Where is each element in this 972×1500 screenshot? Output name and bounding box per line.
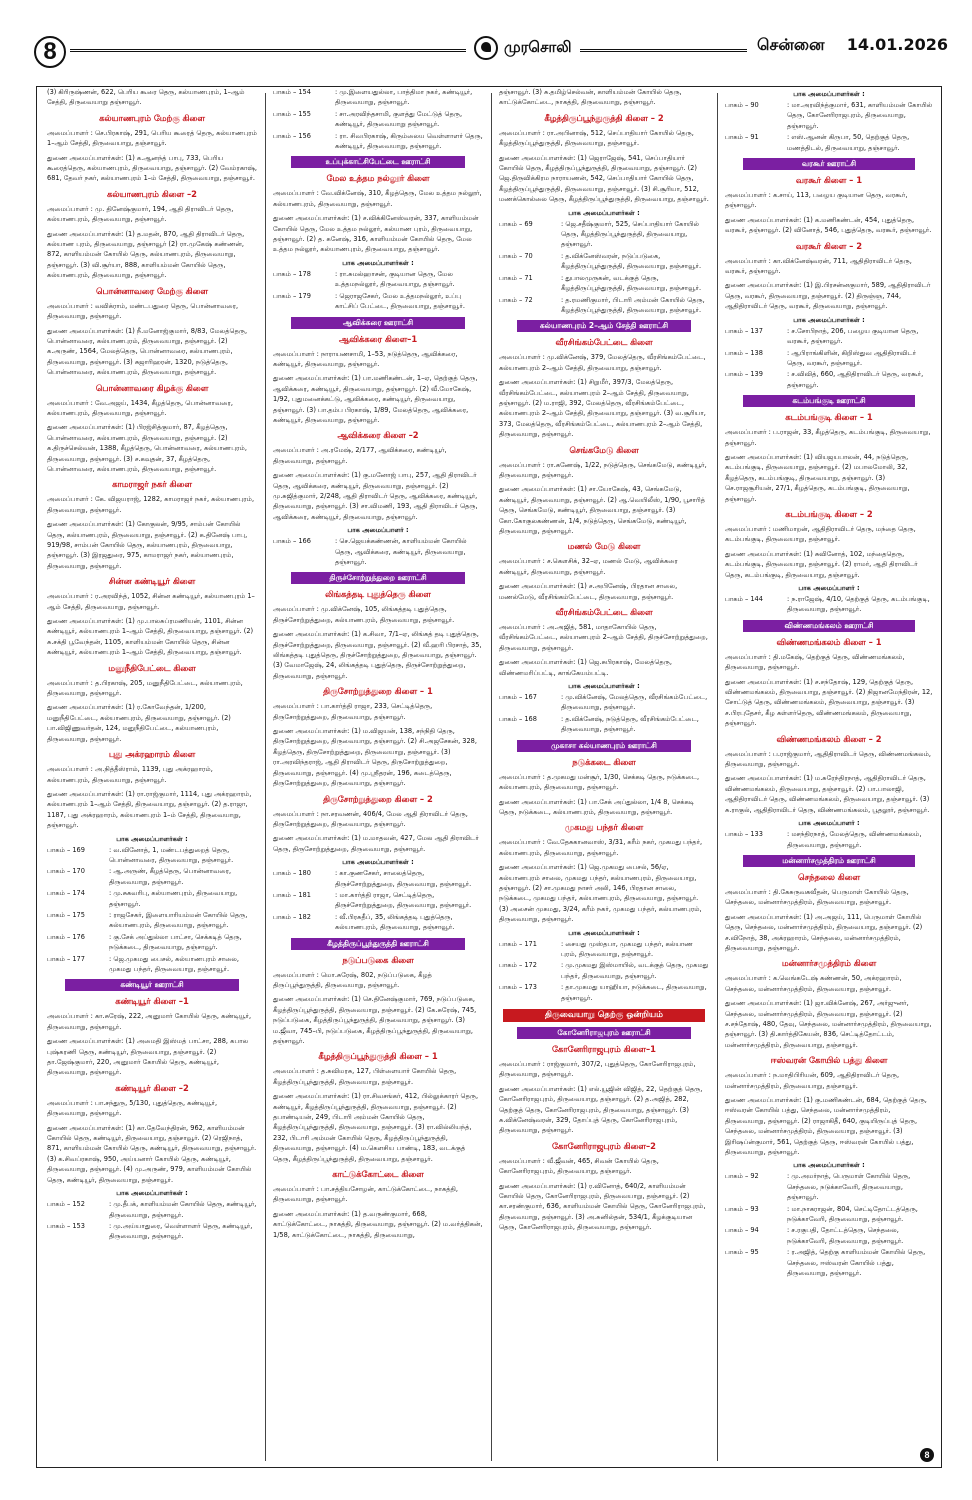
booth-organizer: : மு.முகமது இஸ்மாயில், வடக்குத் தெரு, முகமது பந்தர், திருவையாறு, தஞ்சாவூர்.	[561, 961, 709, 980]
booth-entry	[725, 594, 933, 615]
booth-organizer: : ச.சோபிநாத், 206, பழைய குடியான தெரு, வரகூர், தஞ்சாவூர்.	[787, 326, 919, 346]
booth-section-label: பாக அமைப்பாளர்கள் :	[342, 258, 414, 267]
booth-organizer: : மு.தீபக், காளியம்மன் கோயில் தெரு, கண்டியூர், திருவையாறு, தஞ்சாவூர்.	[109, 1200, 257, 1219]
booth-organizer: : மு.அமர்நாத், பெருமாள் கோயில் தெரு, செந்தலை, நடுக்காவேரி, திருவையாறு, தஞ்சாவூர்.	[787, 1172, 911, 1202]
newspaper-title: முரசொலி	[504, 38, 572, 56]
booth-number: பாகம் – 91	[725, 133, 759, 142]
booth-number: பாகம் – 71	[499, 273, 533, 282]
organizer-paragraph: அமைப்பாளர் : கா.விக்னேஷ்வரன், 711, ஆதிதிராவிடர் தெரு, வரகூர், தஞ்சாவூர்.	[725, 256, 912, 276]
booth-organizer: : மு.இளையதுல்லா, பாத்திமா நகர், கண்டியூர், திருவையாறு, தஞ்சாவூர்.	[335, 88, 473, 107]
booth-number: பாகம் – 139	[725, 370, 763, 379]
organizer-paragraph: துணை அமைப்பாளர்கள்: (1) க.சிவா, 7/1–ஏ, லிங்கத் தடி புதுத்தெரு, திருச்சோற்றுத்துறை, திருவையாறு, தஞ்சாவூர். (2) வீ.ஹரி பிரசாத், 35, லிங்கத்தடி புதுத்தெரு, திருச்சோற்றுத்துறை, திருவையாறு, தஞ்சாவூர். (3) வேமாஜேஷ், 24, லிங்கத்தடி புதுத்தெரு, திருச்சோற்றுத்துறை, திருவையாறு, தஞ்சாவூர்.	[273, 630, 482, 680]
organizer-paragraph: துணை அமைப்பாளர்கள்: (1) ச.அபினேஷ், பிரதான சாலை, மணல்மேடு, வீரசிங்கம்பேட்டை, திருவையாறு, தஞ்சாவூர்.	[499, 582, 678, 601]
panchayat-banner: வரகூர் ஊராட்சி	[743, 158, 915, 170]
organizer-paragraph: அமைப்பாளர் : த.முகமது மன்சூர், 1/30, செக்கடி தெரு, நடுக்கடை, கல்யாணபுரம், திருவையாறு, தஞ்சாவூர்.	[499, 772, 700, 792]
booth-entry	[273, 912, 483, 933]
organizer-paragraph: அமைப்பாளர் : செ.பிரகாஷ், 291, பெரிய கூரைத் தெரு, கல்யாணபுரம் 1–ஆம் சேத்தி, திருவையாறு, தஞ்சாவூர்.	[47, 128, 257, 148]
booth-organizer: : செ.ஜெயக்கண்ணன், காளியம்மன் கோயில் தெரு, ஆவிக்கரை, கண்டியூர், திருவையாறு, தஞ்சாவூர்.	[335, 537, 467, 566]
organizer-paragraph: துணை அமைப்பாளர்கள்: (1) செ.தினேஷ்குமார், 769, நடுப்படுகை, கீழத்திருப்பூந்துருத்தி, திருவையாறு, தஞ்சாவூர். (2) கே.சுரேஷ், 745, நடுப்படுகை, கீழத்திருப்பூந்துருத்தி, திருவையாறு, தஞ்சாவூர். (3) ம.ஜீவா, 745–பி, நடுப்படுகை, கீழத்திருப்பூந்துருத்தி, திருவையாறு, தஞ்சாவூர்.	[273, 995, 477, 1045]
branch-heading: முகமது பந்தர் கிளை	[564, 822, 644, 833]
booth-number: பாகம் – 70	[499, 251, 533, 260]
panchayat-banner: கடம்பங்குடி ஊராட்சி	[743, 395, 915, 407]
organizer-paragraph: துணை அமைப்பாளர்கள்: (1) க.மணிகண்டன், 454, புதுத்தெரு, வரகூர், தஞ்சாவூர். (2) வினோத், 546, புதுத்தெரு, வரகூர், தஞ்சாவூர்.	[725, 215, 932, 235]
booth-entry	[725, 132, 933, 153]
booth-number: பாகம் – 166	[273, 537, 311, 546]
organizer-paragraph: துணை அமைப்பாளர்கள்: (1) பா.மணிகண்டன், 1–ஏ, தெற்குத் தெரு, ஆவிக்கரை, கண்டியூர், திருவையாறு, தஞ்சாவூர். (2) வீ.மோகேஷ், 1/92, புதுமனைக்கட்டு, ஆவிக்கரை, கண்டியூர், திருவையாறு, தஞ்சாவூர். (3) பா.தம்ப பிரகாஷ், 1/89, மேலத்தெரு, ஆவிக்கரை, கண்டியூர், திருவையாறு, தஞ்சாவூர்.	[273, 374, 478, 424]
branch-heading: விண்ணமங்கலம் கிளை – 1	[776, 636, 882, 647]
booth-number: பாகம் – 138	[725, 348, 763, 357]
organizer-paragraph: அமைப்பாளர் : வவிக்ராம், மண்டபதுரை தெரு, பொன்னாவரை, திருவையாறு, தஞ்சாவூர்.	[47, 301, 239, 321]
organizer-paragraph: அமைப்பாளர் : மு. தினேஷ்குமார், 194, ஆதி திராவிடர் தெரு, கல்யாணபுரம், திருவையாறு, தஞ்சாவூர்.	[47, 204, 234, 224]
booth-entry	[725, 100, 933, 131]
page-content-frame	[36, 86, 942, 1468]
booth-entry	[499, 714, 709, 735]
booth-number: பாகம் – 92	[725, 1172, 759, 1181]
organizer-paragraph: அமைப்பாளர் : பா.கார்த்தி ராஜா, 233, செட்டித்தெரு, திருசோற்றுத்துறை, திருவையாறு, தஞ்சாவூர்.	[273, 702, 433, 721]
booth-organizer: : ரா. சிவபிரகாஷ், கிரும்லைய வெள்ளாளர் தெரு, கண்டியூர், திருவையாறு, தஞ்சாவூர்.	[335, 131, 483, 151]
branch-heading: கடம்பங்குடி கிளை – 1	[785, 412, 873, 423]
booth-entry	[499, 960, 709, 981]
organizer-paragraph: அமைப்பாளர் : த.சுவிமரசு, 127, பிள்ளையார் கோயில் தெரு, கீழத்திருப்பூந்துருத்தி, திருவையாறு, தஞ்சாவூர்.	[273, 1067, 457, 1086]
organizer-paragraph: அமைப்பாளர் : த.பிரகாஷ், 205, மனுநீதிபேட்டை, கல்யாணபுரம், திருவையாறு, தஞ்சாவூர்.	[47, 678, 243, 698]
booth-section-label: பாக அமைப்பாளர்கள் :	[793, 1161, 865, 1170]
booth-number: பாகம் – 95	[725, 1248, 759, 1257]
organizer-paragraph: துணை அமைப்பாளர்கள்: (1) ர.வினோத், 640/2, காளியம்மன் கோயில் தெரு, கோனேரிராஜபுரம், திருவையாறு, தஞ்சாவூர். (2) கா.சரண்குமார், 636, காளியம்மன் கோயில் தெரு, கோனேரிராஜபுரம், திருவையாறு, தஞ்சாவூர். (3) அ.சுனில்தன், 534/1, கீழக்குடியான தெரு, கோனேரிராஜபுரம், திருவையாறு, தஞ்சாவூர்.	[499, 1181, 706, 1232]
booth-organizer: : வீ.பிரசுதீப், 35, லிங்கத்தடி புதுத்தெரு, கல்யாணபுரம், திருவையாறு, தஞ்சாவூர்.	[335, 912, 455, 932]
booth-entry	[725, 326, 933, 347]
branch-heading: கண்டியூர் கிளை –1	[115, 996, 189, 1007]
booth-section-label: பாக அமைப்பாளர்கள் :	[793, 90, 865, 98]
booth-number: பாகம் – 168	[499, 714, 537, 723]
panchayat-banner: கோனேரிராஜபுரம் ஊராட்சி	[517, 1027, 691, 1039]
organizer-paragraph: அமைப்பாளர் : மொ.சுரேஷ், 802, நடுப்படுகை, கீழத் திருப்பூந்துருத்தி, திருவையாறு, தஞ்சாவூர்.	[273, 970, 432, 989]
booth-number: பாகம் – 90	[725, 101, 759, 109]
booth-entry	[499, 692, 709, 713]
booth-entry	[273, 131, 483, 152]
booth-number: பாகம் – 181	[273, 890, 311, 899]
booth-number: பாகம் – 179	[273, 291, 311, 300]
booth-number: பாகம் – 177	[47, 954, 85, 963]
organizer-paragraph: தஞ்சாவூர். (3) சு.தமிழ்செல்வன், காளியம்மன் கோயில் தெரு, காட்டுக்கோட்டை, நாகத்தி, திருவையாறு, தஞ்சாவூர்.	[499, 88, 682, 107]
booth-organizer: : ரா.சுமல்ஹாசன், குடியான தெரு, மேல உத்தமநல்லூர், திருவையாறு, தஞ்சாவூர்.	[335, 269, 455, 289]
organizer-paragraph: அமைப்பாளர் : மு.விக்னேஷ், 105, லிங்கத்தடி புதுத்தெரு, திருச்சோற்றுத்துறை, கல்யாணபுரம், திருவையாறு, தஞ்சாவூர்.	[273, 605, 455, 624]
organizer-paragraph: அமைப்பாளர் : கா.சுரேஷ், 222, அனுமார் கோயில் தெரு, கண்டியூர், திருவையாறு, தஞ்சாவூர்.	[47, 1012, 252, 1031]
organizer-paragraph: துணை அமைப்பாளர்கள்: (1) ரா.சிவசங்கர், 412, பில்லுக்காரர் தெரு, கண்டியூர், கீழத்திருப்பூந்துருத்தி, திருவையாறு, தஞ்சாவூர். (2) தபாண்டியன், 249, பிடாரி அம்மன் கோயில் தெரு, கீழத்திருப்பூந்துருத்தி, திருவையாறு, தஞ்சாவூர். (3) ரா.வில்லியந்த், 232, பிடாரி அம்மன் கோயில் தெரு, கீழத்திருப்பூந்துருத்தி, திருவையாறு, தஞ்சாவூர். (4) ம.கெளசிய பாண்டி, 183, வடக்குத் தெரு, கீழத்திருப்பூந்துருத்தி, திருவையாறு, தஞ்சாவூர்.	[273, 1092, 479, 1163]
panchayat-banner: விண்ணமங்கலம் ஊராட்சி	[743, 620, 915, 632]
booth-entry	[725, 1225, 933, 1246]
panchayat-banner: மன்னார்சமுத்திரம் ஊராட்சி	[743, 855, 915, 867]
branch-heading: பொன்னாவரை கிழக்கு கிளை	[95, 382, 209, 393]
booth-organizer: : த.விக்னேஷ், நடுத்தெரு, வீரசிங்கம்பேட்டை, திருவையாறு, தஞ்சாவூர்.	[561, 714, 699, 734]
booth-section-label: பாக அமைப்பாளர்கள் :	[568, 928, 640, 937]
panchayat-banner: கண்டியூர் ஊராட்சி	[65, 979, 239, 991]
panchayat-banner: கல்யாணபுரம் 2–ஆம் சேத்தி ஊராட்சி	[517, 320, 691, 332]
organizer-paragraph: அமைப்பாளர் : பா.சந்துரு, 5/130, புதுத்தெரு, கண்டியூர், திருவையாறு, தஞ்சாவூர்.	[47, 1098, 218, 1118]
booth-section-label: பாக அமைப்பாளர்கள் :	[568, 208, 640, 217]
organizer-paragraph: அமைப்பாளர் : ச.கௌசிக், 32–ஏ, மணல் மேடு, ஆவிக்கரை கண்டியூர், திருவையாறு, தஞ்சாவூர்.	[499, 557, 678, 576]
booth-entry	[725, 829, 933, 850]
branch-heading: கீழத்திருப்பூந்துருத்தி கிளை – 1	[318, 1051, 438, 1062]
booth-organizer: : கு.சேக் அப்துல்லா பாட்சா, செக்கடித் தெரு, நடுக்கடை, திருவையாறு, தஞ்சாவூர்.	[109, 932, 242, 952]
booth-organizer: : ந.ராஜேஷ், 4/10, தெற்குத் தெரு, கடம்பங்குடி, திருவையாறு, தஞ்சாவூர்.	[787, 595, 930, 614]
booth-number: பாகம் – 180	[273, 869, 311, 878]
organizer-paragraph: அமைப்பாளர் : ரா.கணேஷ், 1/22, நடுத்தெரு, செங்கமேடு, கண்டியூர், திருவையாறு, தஞ்சாவூர்.	[499, 460, 707, 479]
organizer-paragraph: அமைப்பாளர் : வே.தேசுகானவாஸ், 3/31, கரீம் நகர், முகமது பந்தர், கல்யாணபுரம், திருவையாறு, தஞ்சாவூர்.	[499, 838, 703, 857]
booth-entry	[273, 87, 483, 108]
booth-entry	[47, 866, 257, 887]
organizer-paragraph: துணை அமைப்பாளர்கள்: (1) சிறுமீர், 397/3, மேலத்தெரு, வீரசிங்கம்பேட்டை, கல்யாணபுரம் 2–ஆம் சேத்தி, திருவையாறு, தஞ்சாவூர். (2) ம.ராஜி, 392, மேலத்தெரு, வீரசிங்கம்பேட்டை, கல்யாணபுரம் 2–ஆம் சேத்தி, திருவையாறு, தஞ்சாவூர். (3) வ.சூரியா, 373, மேலத்தெரு, வீரசிங்கம்பேட்டை, கல்யாணபுரம் 2–ஆம் சேத்தி, திருவையாறு, தஞ்சாவூர்.	[499, 378, 706, 439]
booth-entry	[499, 295, 709, 316]
organizer-paragraph: அமைப்பாளர் : க.சாய், 113, பழைய குடியான தெரு, வரகூர், தஞ்சாவூர்.	[725, 191, 908, 210]
page-number-badge: 8	[34, 36, 66, 68]
branch-heading: வீரசிங்கம்பேட்டை கிளை	[555, 337, 653, 348]
booth-organizer: : த.ரமணிகுமார், பிடாரி அம்மன் கோயில் தெரு, கீழத்திருப்பூந்துருத்தி, திருவையாறு, தஞ்சாவூர்.	[561, 295, 705, 314]
booth-number: பாகம் – 144	[725, 595, 763, 603]
organizer-paragraph: துணை அமைப்பாளர்கள்: (1) ஜெராஜேஷ், 541, செப்பாதியார் கோயில் தெரு, கீழத்திருப்பூந்துருத்தி, திருவையாறு, தஞ்சாவூர். (2) ஜெ.திருவிக்கிரம நாராயணன், 542, செப்பாதியார் கோயில் தெரு, கீழத்திருப்பூந்துருத்தி, திருவையாறு, தஞ்சாவூர். (3) சி.சூரியா, 512, மணக்கொல்லை தெரு, கீழத்திருப்பூந்துருத்தி, திருவையாறு, தஞ்சாவூர்.	[499, 153, 709, 204]
branch-heading: ஆவிக்கரை கிளை –2	[337, 430, 419, 441]
organizer-paragraph: (3) கிரிருஷ்ணன், 622, பெரிய கூரை தெரு, கல்யாணபுரம், 1–ஆம் சேத்தி, திருவையாறு தஞ்சாவூர்.	[47, 88, 245, 107]
branch-heading: காட்டுக்கோட்டை கிளை	[332, 1169, 424, 1180]
booth-number: பாகம் – 72	[499, 295, 533, 304]
newspaper-logo-icon	[474, 36, 498, 60]
branch-heading: புது அக்ரஹாரம் கிளை	[108, 749, 196, 760]
column-3	[499, 87, 709, 1467]
booth-section-label: பாக அமைப்பாளர்கள் :	[793, 315, 865, 324]
issue-date: 14.01.2026	[846, 35, 948, 54]
booth-number: பாகம் – 153	[47, 1221, 85, 1230]
organizer-paragraph: அமைப்பாளர் : வே.அஜய், 1434, கீழத்தெரு, பொன்னாவரை, கல்யாணபுரம், திருவையாறு, தஞ்சாவூர்.	[47, 398, 233, 417]
organizer-paragraph: அமைப்பாளர் : ரா.அபினாஷ், 512, செப்பாதியார் கோயில் தெரு, கீழத்திருப்பூந்துருத்தி, திருவையாறு, தஞ்சாவூர்.	[499, 128, 694, 148]
branch-heading: விண்ணமங்கலம் கிளை – 2	[776, 733, 882, 744]
booth-entry	[47, 1199, 257, 1220]
panchayat-banner: திருவையாறு தெற்கு ஒன்றியம்	[503, 1009, 705, 1022]
booth-organizer: : துபாலமுருகன், வடக்குத் தெரு, கீழத்திருப்பூந்துருத்தி, திருவையாறு, தஞ்சாவூர்.	[561, 273, 702, 293]
branch-heading: கல்யாணபுரம் மேற்கு கிளை	[99, 112, 205, 123]
organizer-paragraph: அமைப்பாளர் : மு.விக்னேஷ், 379, மேலத்தெரு, வீரசிங்கம்பேட்டை, கல்யாணபுரம் 2–ஆம் சேத்தி, திருவையாறு, தஞ்சாவூர்.	[499, 353, 706, 372]
booth-entry	[725, 1171, 933, 1202]
booth-entry	[499, 939, 709, 960]
organizer-paragraph: அமைப்பாளர் : ப.ராஜ்குமார், ஆதிதிராவிடர் தெரு, விண்ணமங்கலம், திருவையாறு, தஞ்சாவூர்.	[725, 749, 931, 769]
organizer-paragraph: துணை அமைப்பாளர்கள்: (1) ச.விக்கினேஸ்வரன், 337, காளியம்மன் கோயில் தெரு, மேல உத்தம நல்லூர், கல்யாண புரம், திருவையாறு, தஞ்சாவூர். (2) த. கனேஷ், 316, காளியம்மன் கோயில் தெரு, மேல உத்தம நல்லூர், கல்யாணபுரம், திருவையாறு, தஞ்சாவூர்.	[273, 214, 479, 254]
booth-number: பாகம் – 171	[499, 939, 537, 948]
organizer-paragraph: அமைப்பாளர் : நா.சரவணன், 406/4, மேல ஆதி திராவிடர் தெரு, திருசோற்றுத்துறை, திருவையாறு, தஞ்சாவூர்.	[273, 809, 468, 828]
organizer-paragraph: துணை அமைப்பாளர்கள்: (1) ர.கோவேந்தன், 1/200, மனுநீதிபேட்டை, கல்யாணபுரம், திருவையாறு, தஞ்சாவூர். (2) பா.விஜிணுவர்தன், 124, மனுநீதிபேட்டை, கல்யாணபுரம், திருவையாறு, தஞ்சாவூர்.	[47, 703, 231, 743]
booth-number: பாகம் – 170	[47, 867, 85, 876]
booth-entry	[47, 1221, 257, 1242]
organizer-paragraph: துணை அமைப்பாளர்கள்: (1) கோகுலன், 9/95, சாம்பன் கோயில் தெரு, கல்யாணபுரம், திருவையாறு, தஞ்சாவூர். (2) க.தினேஷ் பாபு, 919/98, சாம்பன் கோயில் தெரு, கல்யாணபுரம், திருவையாறு, தஞ்சாவூர். (3) இரஜதுரை, 975, காமராஜர் நகர், கல்யாணபுரம், திருவையாறு, தஞ்சாவூர்.	[47, 520, 248, 570]
branch-heading: கீழத்திருப்பூந்துருத்தி கிளை – 2	[544, 112, 664, 123]
branch-heading: மணல் மேடு கிளை	[567, 541, 641, 552]
booth-organizer: : ஆபிராங்கிளின், கிறிஸ்துவ ஆதிதிராவிடர் தெரு, வரகூர், தஞ்சாவூர்.	[787, 348, 917, 367]
booth-number: பாகம் – 172	[499, 961, 537, 970]
booth-section-label: பாக அமைப்பாளர் :	[798, 819, 860, 828]
organizer-paragraph: துணை அமைப்பாளர்கள்: (1) ரா.ராஜ்குமார், 1114, புது அக்ரஹாரம், கல்யாணபுரம் 1–ஆம் சேத்தி, திருவையாறு, தஞ்சாவூர். (2) த.ராஜா, 1187, புது அக்ரஹாரம், கல்யாணபுரம் 1–ம் சேத்தி, திருவையாறு, தஞ்சாவூர்.	[47, 789, 252, 830]
booth-number: பாகம் – 69	[499, 219, 533, 228]
booth-entry	[273, 109, 483, 130]
organizer-paragraph: துணை அமைப்பாளர்கள்: (1) சுவினோத், 102, மந்தைதெரு, கடம்பங்குடி, திருவையாறு, தஞ்சாவூர். (2) ராமர், ஆதி திராவிடர் தெரு, கடம்பங்குடி, திருவையாறு, தஞ்சாவூர்.	[725, 549, 918, 579]
booth-entry	[273, 269, 483, 290]
booth-entry	[725, 1247, 933, 1278]
booth-entry	[273, 536, 483, 567]
panchayat-banner: உப்புக்காட்சிபேட்டை ஊராட்சி	[291, 156, 465, 168]
organizer-paragraph: துணை அமைப்பாளர்கள்: (1) சா.யோகேஷ், 43, செங்கமேடு, கண்டியூர், திருவையாறு, தஞ்சாவூர். (2) ஆ.வெயிலீஸ், 1/90, பூசாரித் தெரு, செங்கமேடு, கண்டியூர், திருவையாறு, தஞ்சாவூர். (3) கோ.கோகுலகண்ணன், 1/4, நடுத்தெரு, செங்கமேடு, கண்டியூர், திருவையாறு, தஞ்சாவூர்.	[499, 485, 705, 535]
booth-number: பாகம் – 175	[47, 910, 85, 919]
branch-heading: கடம்பங்குடி கிளை – 2	[785, 508, 873, 519]
booth-entry	[47, 845, 257, 866]
organizer-paragraph: துணை அமைப்பாளர்கள்: (1) இ.பிரசன்னகுமார், 589, ஆதிதிராவிடர் தெரு, வரகூர், திருவையாறு, தஞ்சாவூர். (2) திருஞ்ஞ, 744, ஆதிதிராவிடர் தெரு, வரகூர், திருவையாறு, தஞ்சாவூர்.	[725, 281, 931, 311]
booth-entry	[273, 868, 483, 889]
booth-entry	[499, 982, 709, 1003]
booth-number: பாகம் – 156	[273, 131, 311, 140]
booth-entry	[499, 251, 709, 272]
branch-heading: கண்டியூர் கிளை –2	[115, 1082, 189, 1093]
booth-organizer: : ராஜசேகர், இளையாரியம்மன் கோயில் தெரு, கல்யாணபுரம், திருவையாறு, தஞ்சாவூர்.	[109, 910, 248, 930]
organizer-paragraph: துணை அமைப்பாளர்கள்: (1) எல்.யூஜின் விஜித், 22, தெற்குத் தெரு, கோனேரிராஜபுரம், திருவையாறு, தஞ்சாவூர். (2) த.அஜித், 282, தெற்குத் தெரு, கோனேரிராஜபுரம், திருவையாறு, தஞ்சாவூர். (3) சு.விக்னேஷ்வரன், 329, தோப்புத் தெரு, கோனேரிராஜபுரம், திருவையாறு, தஞ்சாவூர்.	[499, 1084, 703, 1135]
organizer-paragraph: அமைப்பாளர் : அ.அஜித், 581, மாதாகோயில் தெரு, வீரசிங்கம்பேட்டை, கல்யாணபுரம் 2–ஆம் சேத்தி, திருச்சோற்றுத்துறை, திருவையாறு, தஞ்சாவூர்.	[499, 623, 708, 652]
booth-organizer: : சையது முஸ்தபா, முகமது பந்தர், கல்யாண புரம், திருவையாறு, தஞ்சாவூர்.	[561, 939, 693, 958]
branch-heading: செங்கமேடு கிளை	[569, 444, 639, 455]
branch-heading: லிங்கத்தடி புதுத்தெரு கிளை	[325, 589, 431, 600]
branch-heading: கோனேரிராஜபுரம் கிளை–2	[551, 1140, 657, 1151]
organizer-paragraph: துணை அமைப்பாளர்கள்: (1) ஜெ.முகமது பைசல், 56/ஏ, கல்யாணபுரம் சாலை, முகமது பந்தர், கல்யாணபுரம், திருவையாறு, தஞ்சாவூர். (2) சா.முகமது நாசர் அலி, 146, பிரதான சாலை, நடுக்கடை, முகமது பந்தர், கல்யாணபுரம், திருவையாறு, தஞ்சாவூர். (3) அசைன் முகமது, 3/24, கரீம் நகர், முகமது பந்தர், கல்யாணபுரம், திருவையாறு, தஞ்சாவூர்.	[499, 863, 702, 924]
organizer-paragraph: அமைப்பாளர் : க.வெங்கடேஷ் கண்ணன், 50, அக்ரஹாரம், செந்தலை, மன்னார்சமுத்திரம், திருவையாறு, தஞ்சாவூர்.	[725, 974, 902, 993]
organizer-paragraph: அமைப்பாளர் : கே. விஜயராஜ், 1282, காமராஜர் நகர், கல்யாணபுரம், திருவையாறு, தஞ்சாவூர்.	[47, 495, 255, 514]
booth-organizer: : மா.அரவிந்த்குமார், 631, காளியம்மன் கோயில் தெரு, கோனேரிராஜபுரம், திருவையாறு, தஞ்சாவூர்.	[787, 101, 933, 130]
branch-heading: வரகூர் கிளை – 1	[795, 175, 863, 186]
booth-organizer: : மா.நாகராஜன், 804, செட்டிதோட்டத்தெரு, நடுக்காவேரி, திருவையாறு, தஞ்சாவூர்.	[787, 1204, 918, 1224]
branch-heading: சின்ன கண்டியூர் கிளை	[108, 576, 196, 587]
booth-number: பாகம் – 167	[499, 693, 537, 702]
organizer-paragraph: அமைப்பாளர் : தி.மகேஷ், தெற்குத் தெரு, விண்ணமங்கலம், திருவையாறு, தஞ்சாவூர்.	[725, 652, 905, 672]
booth-organizer: : ர.அஜித், தெற்கு காளியம்மன் கோயில் தெரு, செந்தலை, ஈஸ்வரன் கோயில் பத்து, திருவையாறு, தஞ்சாவூர்.	[787, 1248, 926, 1278]
organizer-paragraph: அமைப்பாளர் : ராஜ்குமார், 307/2, புதுத்தெரு, கோனேரிராஜபுரம், திருவையாறு, தஞ்சாவூர்.	[499, 1060, 696, 1079]
booth-number: பாகம் – 93	[725, 1204, 759, 1213]
organizer-paragraph: துணை அமைப்பாளர்கள்: (1) பா.சேக் அப்துல்லா, 1/4 8, செக்கடி தெரு, நடுக்கடை, கல்யாணபுரம், திருவையாறு, தஞ்சாவூர்.	[499, 797, 695, 816]
organizer-paragraph: அமைப்பாளர் : வீ.ஜீவன், 465, சிவன் கோயில் தெரு, கோனேரிராஜபுரம், திருவையாறு, தஞ்சாவூர்.	[499, 1156, 659, 1176]
organizer-paragraph: அமைப்பாளர் : ந.மாதிபிரியன், 609, ஆதிதிராவிடர் தெரு, மன்னார்சமுத்திரம், திருவையாறு, தஞ்சாவூர்.	[725, 1071, 900, 1090]
booth-number: பாகம் – 94	[725, 1226, 759, 1235]
booth-organizer: : மு.விக்னேஷ், மேலத்தெரு, வீரசிங்கம்பேட்டை, திருவையாறு, தஞ்சாவூர்.	[561, 693, 708, 712]
booth-entry	[47, 932, 257, 953]
booth-organizer: : தா.முகமது யாஹியா, நடுக்கடை, திருவையாறு, தஞ்சாவூர்.	[561, 983, 707, 1002]
booth-number: பாகம் – 178	[273, 269, 311, 278]
masthead	[26, 30, 948, 70]
booth-entry	[273, 890, 483, 911]
booth-organizer: : மு.சுகவரிபு, கல்யாணபுரம், திருவையாறு, தஞ்சாவூர்.	[109, 889, 238, 908]
organizer-paragraph: துணை அமைப்பாளர்கள்: (1) கு.மணிகண்டன், 684, தெற்குத் தெரு, ஈஸ்வரன் கோயில் பத்து, செந்தலை, மன்னார்சமுத்திரம், திருவையாறு, தஞ்சாவூர். (2) ராஜாகிதீ, 640, குடியிருப்புத் தெரு, செந்தலை, மன்னார்சமுத்திரம், திருவையாறு, தஞ்சாவூர். (3) இரிஷப்ன்குமார், 561, தெற்குத் தெரு, ஈஸ்வரன் கோயில் பத்து, திருவையாறு, தஞ்சாவூர்.	[725, 1096, 927, 1157]
booth-organizer: : ஜெராஜசேகர், மேல உத்தமநல்லூர், உப்பு காட்சிப் பேட்டை, திருவையாறு, தஞ்சாவூர்.	[335, 291, 465, 311]
branch-heading: திருசோற்றுத்துறை கிளை – 2	[323, 793, 433, 804]
booth-number: பாகம் – 176	[47, 932, 85, 941]
organizer-paragraph: துணை அமைப்பாளர்கள்: (1) ஜெ.சுபிரகாஷ், மேலத்தெரு, விண்ணமரிப்பட்டி, காங்கேயம்பட்டி.	[499, 658, 672, 677]
organizer-paragraph: துணை அமைப்பாளர்கள்: (1) ம.மாதவன், 427, மேல ஆதி திராவிடர் தெரு, திருசோற்றுத்துறை, திருவையாறு, தஞ்சாவூர்.	[273, 834, 479, 853]
booth-section-label: பாக அமைப்பாளர்கள் :	[116, 1189, 188, 1198]
booth-number: பாகம் – 152	[47, 1200, 85, 1209]
organizer-paragraph: துணை அமைப்பாளர்கள்: (1) அ.அஜய், 111, பெருமாள் கோயில் தெரு, செந்தலை, மன்னார்சமுத்திரம், திருவையாறு, தஞ்சாவூர். (2) ச.விநோத், 38, அக்ரஹாரம், செந்தலை, மன்னார்சமுத்திரம், திருவையாறு, தஞ்சாவூர்.	[725, 912, 923, 952]
booth-entry	[47, 954, 257, 975]
branch-heading: கல்யாணபுரம் கிளை –2	[106, 188, 197, 199]
booth-organizer: : கா.குணசேகர், சாலைத்தெரு, திருச்சோற்றுத்துறை, திருவையாறு, தஞ்சாவூர்.	[335, 869, 472, 888]
branch-heading: திருசோற்றுத்துறை கிளை – 1	[323, 686, 433, 697]
organizer-paragraph: துணை அமைப்பாளர்கள்: (1) த.வருண்குமார், 668, காட்டுக்கோட்டை, நாகத்தி, திருவையாறு, தஞ்சாவூர். (2) ம.வர்த்திகன், 1/58, காட்டுக்கோட்டை, நாகத்தி, திருவையாறு,	[273, 1209, 483, 1239]
booth-section-label: பாக அமைப்பாளர்கள் :	[342, 858, 414, 867]
branch-heading: ஆவிக்கரை கிளை–1	[338, 333, 418, 344]
organizer-paragraph: அமைப்பாளர் : மணிமாறன், ஆதிதிராவிடர் தெரு, மந்தை தெரு, கடம்பங்குடி, திருவையாறு, தஞ்சாவூர்.	[725, 524, 916, 544]
booth-section-label: பாக அமைப்பாளர்கள் :	[568, 682, 640, 691]
booth-entry	[725, 369, 933, 390]
booth-entry	[499, 219, 709, 250]
booth-number: பாகம் – 154	[273, 88, 311, 96]
organizer-paragraph: அமைப்பாளர் : ப.ராஜன், 33, கீழத்தெரு, கடம்பங்குடி, திருவையாறு, தஞ்சாவூர்.	[725, 428, 931, 447]
branch-heading: நடுப்படுகை கிளை	[342, 954, 414, 965]
panchayat-banner: முகாசா கல்யாணபுரம் ஊராட்சி	[517, 740, 691, 752]
branch-heading: பொன்னாவரை மேற்கு கிளை	[96, 285, 208, 296]
booth-entry	[273, 291, 483, 312]
organizer-paragraph: துணை அமைப்பாளர்கள்: (1) கு.மனோஜ் பாபு, 257, ஆதி திராவிடர் தெரு, ஆவிக்கரை, கண்டியூர், திருவையாறு, தஞ்சாவூர். (2) மு.சுஜித்குமார், 2/248, ஆதி திராவிடர் தெரு, ஆவிக்கரை, கண்டியூர், திருவையாறு, தஞ்சாவூர். (3) சா.விமணி, 193, ஆதி திராவிடர் தெரு, ஆவிக்கரை, கண்டியூர், திருவையாறு, தஞ்சாவூர்.	[273, 471, 478, 521]
booth-organizer: : ஜெ.முகமது பைசல், கல்யாணபுரம் சாலை, முகமது பந்தர், திருவையாறு, தஞ்சாவூர்.	[109, 954, 239, 973]
branch-heading: வரகூர் கிளை – 2	[795, 240, 863, 251]
footer-page-number: 8	[920, 1448, 934, 1462]
branch-heading: வீரசிங்கம்பேட்டை கிளை	[555, 607, 653, 618]
branch-heading: மன்னார்சமுத்திரம் கிளை	[781, 958, 877, 969]
branch-heading: நடுக்கடை கிளை	[572, 756, 636, 767]
booth-number: பாகம் – 133	[725, 830, 763, 839]
organizer-paragraph: துணை அமைப்பாளர்கள்: (1) ம.விஜயன், 138, சந்நிதி தெரு, திருசோற்றுத்துறை, திருவையாறு, தஞ்சாவூர். (2) சி.அஜசேகன், 328, கீழத்தெரு, திருசோற்றுத்துறை, திருவையாறு, தஞ்சாவூர். (3) ரா.அரவிந்தராஜ், ஆதி திராவிடர் தெரு, திருசோற்றுத்துறை, திருவையாறு, தஞ்சாவூர். (4) மு.ஸ்ரீதரன், 196, கடைத்தெரு, திருசோற்றுத்துறை, திருவையாறு, தஞ்சாவூர்.	[273, 727, 477, 788]
panchayat-banner: ஆவிக்கரை ஊராட்சி	[291, 317, 465, 329]
organizer-paragraph: துணை அமைப்பாளர்கள்: (1) பிரஜ்சித்குமார், 87, கீழத்தெரு, பொன்னாவரை, கல்யாணபுரம், திருவையாறு, தஞ்சாவூர். (2) க.திருச்செல்வன், 1388, கீழத்தெரு, பொன்னாவரை, கல்யாணபுரம், திருவையாறு, தஞ்சாவூர். (3) ச.கவுதன், 37, கீழத்தெரு, பொன்னாவரை, கல்யாணபுரம், திருவையாறு, தஞ்சாவூர்.	[47, 423, 247, 473]
booth-organizer: : மசந்திரநாத், மேலத்தெரு, விண்ணமங்கலம், திருவையாறு, தஞ்சாவூர்.	[787, 830, 922, 849]
organizer-paragraph: துணை அமைப்பாளர்கள்: (1) வியஜயபாலன், 44, நடுத்தெரு, கடம்பங்குடி, திருவையாறு, தஞ்சாவூர். (2) மபாலமோலி, 32, கீழத்தெரு, கடம்பங்குடி, திருவையாறு, தஞ்சாவூர். (3) செ.ராஜசூரியன், 27/1, கீழத்தெரு, கடம்பங்குடி, திருவையாறு, தஞ்சாவூர்.	[725, 452, 910, 503]
booth-organizer: : வ.வினோத், 1, மண்டபத்துறைத் தெரு, பொன்னாவரை, திருவையாறு, தஞ்சாவூர்.	[109, 845, 234, 864]
booth-organizer: : சா.அரவிந்தசாமி, குளத்து மேட்டுத் தெரு, கண்டியூர், திருவையாறு தஞ்சாவூர்.	[335, 109, 463, 129]
booth-number: பாகம் – 169	[47, 845, 85, 854]
booth-entry	[725, 348, 933, 369]
organizer-paragraph: அமைப்பாளர் : தி.கேசுருவகவீதன், பெருமாள் கோயில் தெரு, செந்தலை, மன்னார்சமுத்திரம், திருவையாறு, தஞ்சாவூர்.	[725, 887, 909, 907]
booth-organizer: : ச.ரகுபதி, தோட்டத்தெரு, செந்தலை, நடுக்காவேரி, திருவையாறு, தஞ்சாவூர்.	[787, 1226, 904, 1245]
city-name: சென்னை	[757, 35, 825, 54]
booth-section-label: பாக அமைப்பாளர் :	[798, 584, 860, 592]
booth-number: பாகம் – 173	[499, 983, 537, 992]
booth-entry	[499, 273, 709, 294]
booth-organizer: : த.விக்னேஸ்வரன், நடுப்படுகை, கீழத்திருப்பூந்துருத்தி, திருவையாறு, தஞ்சாவூர்.	[561, 251, 702, 271]
organizer-paragraph: துணை அமைப்பாளர்கள்: (1) க.ஆனந்த் பாபு, 733, பெரிய கூரைத்தெரு, கல்யாணபுரம், திருவையாறு, தஞ்சாவூர். (2) வேம்ரகாஷ், 681, தேவர் நகர், கல்யாணபுரம் 1–ம் சேத்தி, திருவையாறு, தஞ்சாவூர்.	[47, 153, 257, 183]
organizer-paragraph: துணை அமைப்பாளர்கள்: (1) ச.சந்தோஷ், 129, தெற்குத் தெரு, விண்ணமங்கலம், திருவையாறு, தஞ்சாவூர். (2) நிஜானமேந்திரன், 12, சோட்டுத் தெரு, விண்ணமங்கலம், திருவையாறு, தஞ்சாவூர். (3) ச.பிரபுதேசர், கீழ கள்ளர்தெரு, விண்ணமங்கலம், திருவையாறு, தஞ்சாவூர்.	[725, 677, 933, 728]
column-divider	[265, 93, 266, 1461]
column-1	[47, 87, 257, 1467]
branch-heading: ஈஸ்வரன் கோயில் பத்து கிளை	[770, 1055, 888, 1066]
organizer-paragraph: அமைப்பாளர் : ர.அரவிந்த், 1052, சின்ன கண்டியூர், கல்யாணபுரம் 1–ஆம் சேத்தி, திருவையாறு, தஞ்சாவூர்.	[47, 592, 255, 611]
organizer-paragraph: அமைப்பாளர் : அ.ரமேஷ், 2/177, ஆவிக்கரை, கண்டியூர், திருவையாறு, தஞ்சாவூர்.	[273, 446, 447, 465]
booth-organizer: : ஆ.அருண், கீழத்தெரு, பொன்னாவரை, திருவையாறு, தஞ்சாவூர்.	[109, 867, 232, 886]
column-divider	[717, 93, 718, 1461]
branch-heading: மனுநீதிபேட்டை கிளை	[108, 662, 196, 673]
booth-organizer: : ஜெ.சதீஷ்குமார், 525, செப்பாதியார் கோயில் தெரு, கீழத்திருப்பூந்துருத்தி, திருவையாறு, தஞ்சாவூர்.	[561, 219, 700, 249]
organizer-paragraph: துணை அமைப்பாளர்கள்: (1) அமைதி இஸ்மத் பாட்சா, 288, கபால புஷ்கரணி தெரு, கண்டியூர், திருவையாறு, தஞ்சாவூர். (2) தா.ஜேஷ்குமார், 220, அனுமார் கோயில் தெரு, கண்டியூர், திருவையாறு, தஞ்சாவூர்.	[47, 1037, 249, 1077]
column-2	[273, 87, 483, 1467]
organizer-paragraph: துணை அமைப்பாளர்கள்: (1) கா.தேவேந்திரன், 962, காளியம்மன் கோயில் தெரு, கண்டியூர், திருவையாறு, தஞ்சாவூர். (2) ரெஜிநாத், 871, காளியம்மன் கோயில் தெரு, கண்டியூர், திருவையாறு, தஞ்சாவூர். (3) க.சிவப்ரகாஷ், 950, அய்யனார் கோயில் தெரு, கண்டியூர், திருவையாறு, தஞ்சாவூர். (4) மு.அருண், 979, காளியம்மன் கோயில் தெரு, கண்டியூர், திருவையாறு, தஞ்சாவூர்.	[47, 1123, 257, 1184]
branch-heading: செந்தலை கிளை	[797, 871, 861, 882]
booth-organizer: : மா.கார்த்தி ராஜா, செட்டித்தெரு, திருச்சோற்றுத்துறை, திருவையாறு, தஞ்சாவூர்.	[335, 890, 472, 910]
column-divider	[491, 93, 492, 1461]
branch-heading: கோனேரிராஜபுரம் கிளை–1	[551, 1044, 657, 1054]
panchayat-banner: திருச்சோற்றுத்துறை ஊராட்சி	[291, 572, 465, 584]
newspaper-name	[466, 36, 580, 60]
organizer-paragraph: அமைப்பாளர் : நாராயணசாமி, 1–53, நடுத்தெரு, ஆவிக்கரை, கண்டியூர், திருவையாறு, தஞ்சாவூர்.	[273, 349, 458, 368]
booth-entry	[725, 1204, 933, 1225]
booth-organizer: : மு.அய்யாதுரை, வெள்ளாளர் தெரு, கண்டியூர், திருவையாறு, தஞ்சாவூர்.	[109, 1221, 253, 1241]
booth-section-label: பாக அமைப்பாளர்கள் :	[116, 834, 188, 843]
organizer-paragraph: துணை அமைப்பாளர்கள்: (1) மு.பாலசுப்ரமணியன், 1101, சின்ன கண்டியூர், கல்யாணபுரம் 1–ஆம் சேத்தி, திருவையாறு, தஞ்சாவூர். (2) சு.சக்தி பூவேந்தன், 1105, காளியம்மன் கோயில் தெரு, சின்ன கண்டியூர், கல்யாணபுரம் 1–ஆம் சேத்தி, திருவையாறு, தஞ்சாவூர்.	[47, 617, 254, 657]
booth-number: பாகம் – 182	[273, 912, 311, 921]
panchayat-banner: கீழத்திருப்பூந்துருத்தி ஊராட்சி	[291, 938, 465, 950]
booth-organizer: : எஸ்.ஆனன் கிருபா, 50, தெற்குத் தெரு, மணத்திடல், திருவையாறு, தஞ்சாவூர்.	[787, 133, 910, 152]
organizer-paragraph: துணை அமைப்பாளர்கள்: (1) ம.சுரேந்திரநாத், ஆதிதிராவிடர் தெரு, விண்ணமங்கலம், திருவையாறு, தஞ்சாவூர். (2) பா.பாலாஜி, ஆதிதிராவிடர் தெரு, விண்ணமங்கலம், திருவையாறு, தஞ்சாவூர். (3) சு.ராகுல், ஆதிதிராவிடர் தெரு, விண்ணமங்கலம், பூதலூர், தஞ்சாவூர்.	[725, 774, 930, 814]
organizer-paragraph: அமைப்பாளர் : வே.விக்னேஷ், 310, கீழத்தெரு, மேல உத்தம நல்லூர், கல்யாணபுரம், திருவையாறு, தஞ்சாவூர்.	[273, 189, 482, 208]
booth-entry	[47, 888, 257, 909]
booth-organizer: : ச.விவித், 660, ஆதிதிராவிடர் தெரு, வரகூர், தஞ்சாவூர்.	[787, 370, 924, 389]
organizer-paragraph: துணை அமைப்பாளர்கள்: (1) ஜா.விக்னேஷ், 267, அர்ஜுனர், செந்தலை, மன்னார்சமுத்திரம், திருவையாறு, தஞ்சாவூர். (2) ச.சந்தோஷ், 480, தேவு, செந்தலை, மன்னார்சமுத்திரம், திருவையாறு, தஞ்சாவூர். (3) தி.கார்த்திகேயன், 836, செட்டித்தோட்டம், மன்னார்சமுத்திரம், திருவையாறு, தஞ்சாவூர்.	[725, 999, 932, 1049]
dateline	[747, 35, 948, 56]
organizer-paragraph: துணை அமைப்பாளர்கள்: (1) நீ.மனோஜ்குமார், 8/83, மேலத்தெரு, பொன்னாவரை, கல்யாணபுரம், திருவையாறு, தஞ்சாவூர். (2) க.அருண், 1564, மேலத்தெரு, பொன்னாவரை, கல்யாணபுரம், திருவையாறு, தஞ்சாவூர். (3) சுஜாரிஹரன், 1320, நடுத்தெரு, பொன்னாவரை, கல்யாணபுரம், திருவையாறு, தஞ்சாவூர்.	[47, 326, 248, 377]
organizer-paragraph: அமைப்பாளர் : அ.நித்தீஸ்ராம், 1139, புது அக்ரஹாரம், கல்யாணபுரம், திருவையாறு, தஞ்சாவூர்.	[47, 765, 213, 784]
booth-number: பாகம் – 174	[47, 889, 85, 898]
branch-heading: காமராஜர் நகர் கிளை	[112, 479, 192, 490]
booth-section-label: பாக அமைப்பாளர் :	[347, 526, 409, 535]
organizer-paragraph: அமைப்பாளர் : பா.சத்தியசோழன், காட்டுக்கோட்டை, நாகத்தி, திருவையாறு, தஞ்சாவூர்.	[273, 1185, 459, 1204]
branch-heading: மேல உத்தம நல்லூர் கிளை	[326, 173, 430, 184]
organizer-paragraph: துணை அமைப்பாளர்கள்: (1) த.மதன், 870, ஆதி திராவிடர் தெரு, கல்யாண புரம், திருவையாறு, தஞ்சாவூர் (2) ரா.முகேஷ் கண்ணன், 872, காளியம்மன் கோயில் தெரு, கல்யாணபுரம், திருவையாறு, தஞ்சாவூர். (3) வி.சூர்யா, 888, காளியம்மன் கோயில் தெரு, கல்யாணபுரம், திருவையாறு, தஞ்சாவூர்.	[47, 229, 245, 280]
booth-entry	[47, 910, 257, 931]
booth-number: பாகம் – 155	[273, 109, 311, 118]
column-4	[725, 87, 933, 1467]
booth-number: பாகம் – 137	[725, 326, 763, 335]
